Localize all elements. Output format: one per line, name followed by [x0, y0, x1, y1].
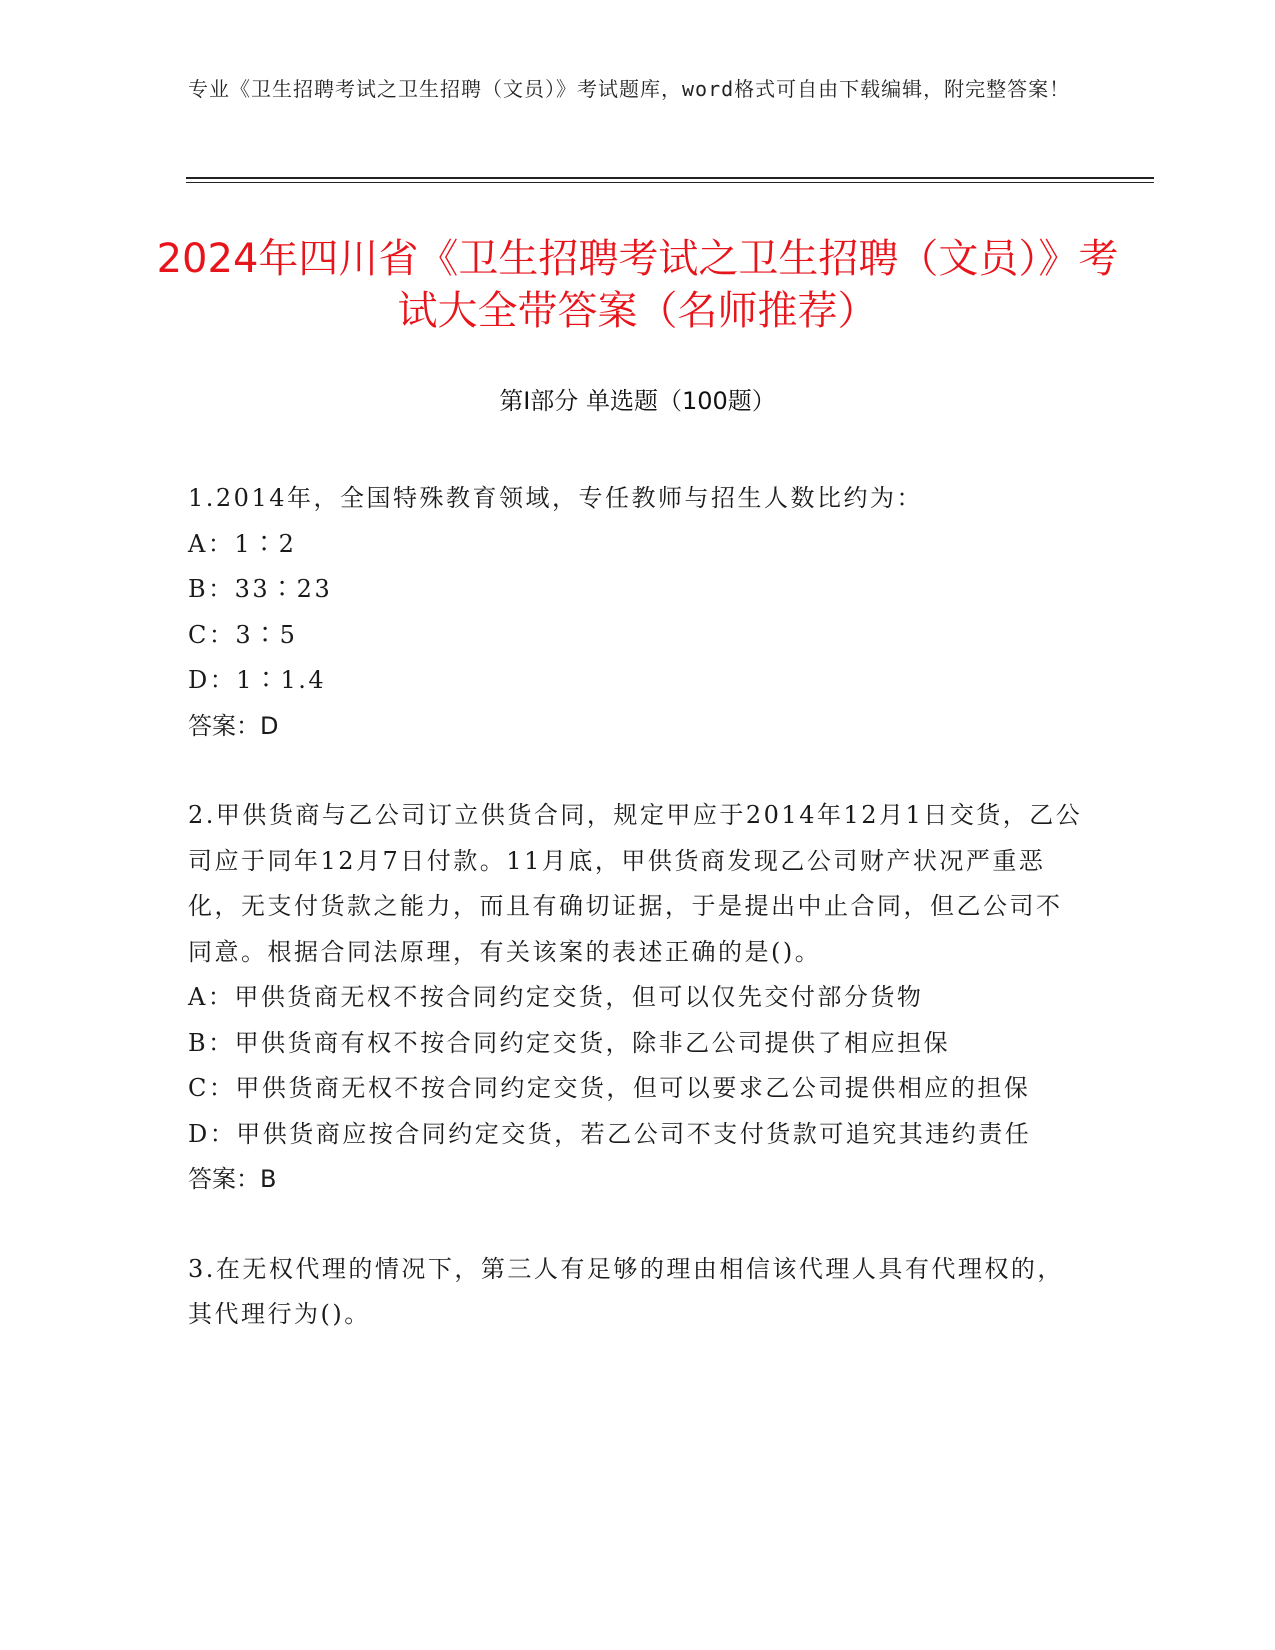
header-divider-thin: [186, 182, 1154, 183]
option-b: B：33∶23: [188, 575, 333, 603]
option-a: A：1∶2: [188, 529, 297, 558]
question-stem: 2.甲供货商与乙公司订立供货合同，规定甲应于2014年12月1日交货，乙公司应于同年12月7日付款。11月底，甲供货商发现乙公司财产状况严重恶化，无支付货款之能力，而且有确切证据，于是提出中止合同，但乙公司不同意。根据合同法原理，有关该案的表述正确的是()。: [188, 801, 1083, 966]
option-c: C：甲供货商无权不按合同约定交货，但可以要求乙公司提供相应的担保: [188, 1074, 1031, 1102]
option-b: B：甲供货商有权不按合同约定交货，除非乙公司提供了相应担保: [188, 1028, 951, 1057]
section-title: 第Ⅰ部分 单选题（100题）: [499, 387, 776, 415]
header-note: 专业《卫生招聘考试之卫生招聘（文员）》考试题库，word格式可自由下载编辑，附完整答案！: [188, 77, 1071, 101]
option-d: D：1∶1.4: [188, 666, 327, 694]
option-a: A：甲供货商无权不按合同约定交货，但可以仅先交付部分货物: [188, 983, 924, 1011]
option-c: C：3∶5: [188, 620, 298, 649]
question-stem: 3.在无权代理的情况下，第三人有足够的理由相信该代理人具有代理权的，其代理行为()。: [188, 1254, 1064, 1328]
answer: 答案：B: [188, 1165, 277, 1193]
question-1: [188, 476, 1088, 749]
question-2: [188, 793, 1088, 1203]
question-3: [188, 1247, 1088, 1338]
document-title: 2024年四川省《卫生招聘考试之卫生招聘（文员）》考试大全带答案（名师推荐）: [156, 235, 1119, 334]
option-d: D：甲供货商应按合同约定交货，若乙公司不支付货款可追究其违约责任: [188, 1119, 1032, 1148]
header-divider-thick: [186, 177, 1154, 179]
question-spacer: [188, 749, 1088, 793]
question-spacer: [188, 1203, 1088, 1247]
question-stem: 1.2014年，全国特殊教育领域，专任教师与招生人数比约为：: [188, 484, 923, 512]
answer: 答案：D: [188, 711, 279, 740]
question-list: [188, 476, 1088, 1338]
